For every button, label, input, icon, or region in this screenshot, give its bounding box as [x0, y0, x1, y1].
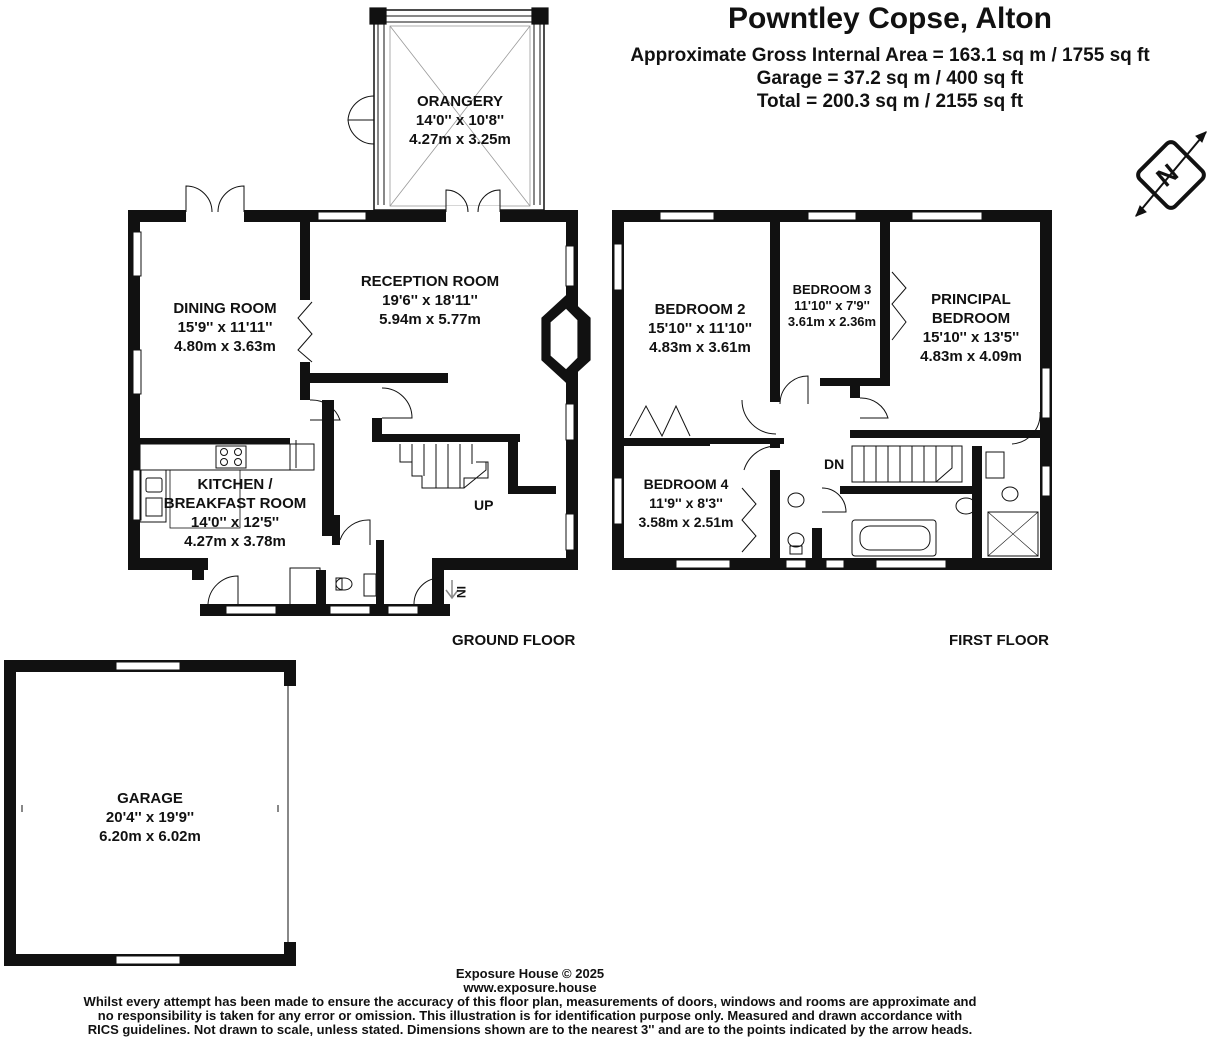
copyright: Exposure House © 2025	[455, 966, 605, 981]
fireplace	[542, 296, 590, 382]
room-imperial: 15'10'' x 13'5''	[922, 329, 1020, 346]
room-imperial: 14'0'' x 12'5''	[190, 514, 280, 531]
room-dining	[150, 299, 300, 356]
disclaimer-line-3: RICS guidelines. Not drawn to scale, unless stated. Dimensions shown are to the nearest 3'' and are to the points indicated by the arrow heads.	[87, 1022, 973, 1037]
room-metric: 4.27m x 3.78m	[184, 533, 286, 550]
room-name: ORANGERY	[416, 93, 504, 110]
room-imperial: 20'4'' x 19'9''	[105, 809, 195, 826]
compass-letter: N	[1150, 157, 1184, 193]
website: www.exposure.house	[463, 980, 597, 995]
room-bedroom4	[630, 475, 742, 532]
room-metric: 4.83m x 3.61m	[649, 339, 751, 356]
room-orangery	[390, 92, 530, 149]
room-name: DINING ROOM	[173, 300, 277, 317]
room-principal	[902, 290, 1040, 366]
room-imperial: 19'6'' x 18'11''	[382, 292, 478, 309]
ground-floor-label: GROUND FLOOR	[452, 632, 576, 649]
property-title: Powntley Copse, Alton	[728, 2, 1052, 35]
room-bedroom3	[782, 282, 882, 330]
ground-wc-fixtures	[336, 574, 376, 596]
disclaimer-line-1: Whilst every attempt has been made to ensure the accuracy of this floor plan, measurements of doors, windows and rooms are approximate and	[83, 994, 977, 1009]
area-line-gross: Approximate Gross Internal Area = 163.1 sq m / 1755 sq ft	[630, 45, 1150, 66]
stairs-up-label: UP	[474, 497, 494, 513]
first-floor-label: FIRST FLOOR	[949, 632, 1049, 649]
room-name: GARAGE	[117, 790, 183, 807]
room-reception	[350, 272, 510, 329]
room-metric: 3.58m x 2.51m	[638, 514, 734, 530]
room-imperial: 15'10'' x 11'10''	[648, 320, 752, 337]
area-line-total: Total = 200.3 sq m / 2155 sq ft	[756, 91, 1024, 112]
room-name: BEDROOM 2	[654, 301, 746, 318]
ground-floor-walls	[128, 210, 578, 616]
room-imperial: 15'9'' x 11'11''	[177, 319, 273, 336]
room-metric: 6.20m x 6.02m	[99, 828, 201, 845]
first-stairs	[852, 446, 962, 482]
room-metric: 5.94m x 5.77m	[379, 311, 481, 328]
ground-stairs	[400, 444, 488, 488]
disclaimer-line-2: no responsibility is taken for any error or omission. This illustration is for identification purpose only. Measured and drawn accordance with	[97, 1008, 963, 1023]
room-imperial: 11'9'' x 8'3''	[649, 495, 723, 511]
room-name-line1: KITCHEN /	[197, 476, 273, 493]
room-imperial: 11'10'' x 7'9''	[794, 298, 870, 313]
room-garage	[70, 789, 230, 846]
stairs-down-label: DN	[824, 456, 845, 472]
room-name: RECEPTION ROOM	[360, 273, 500, 290]
room-name-line2: BEDROOM	[931, 310, 1011, 327]
room-metric: 4.80m x 3.63m	[174, 338, 276, 355]
entrance-label: IN	[454, 586, 468, 598]
room-metric: 4.83m x 4.09m	[920, 348, 1022, 365]
room-name-line1: PRINCIPAL	[931, 291, 1011, 308]
room-name: BEDROOM 4	[643, 476, 729, 492]
room-bedroom2	[630, 300, 770, 357]
room-metric: 3.61m x 2.36m	[787, 314, 877, 329]
room-name: BEDROOM 3	[792, 282, 872, 297]
room-name-line2: BREAKFAST ROOM	[163, 495, 307, 512]
room-imperial: 14'0'' x 10'8''	[415, 112, 505, 129]
room-kitchen	[160, 475, 310, 551]
area-line-garage: Garage = 37.2 sq m / 400 sq ft	[756, 68, 1024, 89]
room-metric: 4.27m x 3.25m	[409, 131, 511, 148]
disclaimer-footer	[30, 967, 1030, 1037]
